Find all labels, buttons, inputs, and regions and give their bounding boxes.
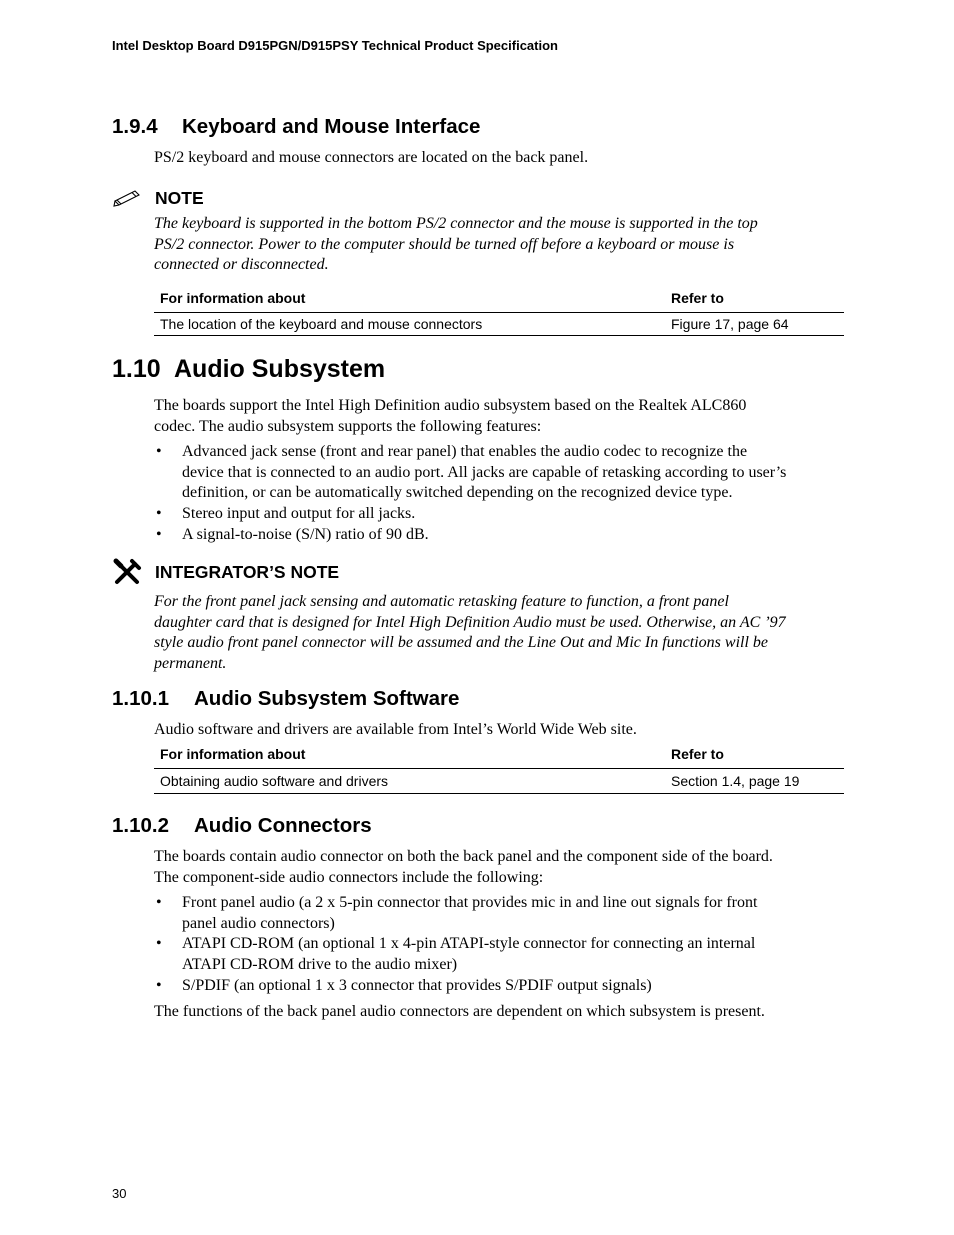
table-header: Refer to [665,290,844,313]
section-body: Audio software and drivers are available from Intel’s World Wide Web site. [154,721,637,738]
section-title: Audio Subsystem Software [194,687,460,710]
list-item-line: • Front panel audio (a 2 x 5-pin connector that provides mic in and line out signals for front [182,894,758,911]
list-item-line: • Advanced jack sense (front and rear panel) that enables the audio codec to recognize the [182,443,748,460]
list-item-line: panel audio connectors) [182,914,335,932]
section-title: Audio Connectors [194,814,372,837]
table-cell: Figure 17, page 64 [665,313,844,336]
list-item-line: ATAPI CD-ROM drive to the audio mixer) [182,956,458,974]
note-title: NOTE [155,188,204,208]
note-line: permanent. [154,655,227,673]
section-intro [154,396,854,437]
list-item-line: • A signal-to-noise (S/N) ratio of 90 dB. [182,525,429,543]
closing-paragraph: The functions of the back panel audio connectors are dependent on which subsystem is present. [154,1003,765,1020]
section-heading-1-9-4 [112,115,480,139]
intro-line: The boards contain audio connector on both the back panel and the component side of the board. [154,848,773,865]
list-item [154,893,854,934]
list-item-line: definition, or can be automatically switched depending on the recognized device type. [182,484,733,502]
note-line: PS/2 connector. Power to the computer should be turned off before a keyboard or mouse is [154,235,735,253]
section-number: 1.9.4 [112,115,158,138]
list-item-line: • Stereo input and output for all jacks. [182,505,416,523]
table-cell: Obtaining audio software and drivers [154,769,665,794]
table-header: Refer to [665,746,844,769]
table-header: For information about [154,290,665,313]
list-item [154,934,854,975]
tools-icon [113,558,143,586]
list-item [154,442,854,504]
table-cell: Section 1.4, page 19 [665,769,844,794]
section-heading-1-10-1 [112,687,459,711]
intro-line: The component-side audio connectors include the following: [154,868,544,886]
section-number: 1.10 [112,355,161,383]
table-header: For information about [154,746,665,769]
list-item [154,976,854,997]
section-heading-1-10-2 [112,814,372,838]
section-intro [154,847,854,888]
integrator-note-title: INTEGRATOR’S NOTE [155,562,340,582]
reference-table [154,746,844,794]
note-line: daughter card that is designed for Intel High Definition Audio must be used. Otherwise, an AC ’97 [154,613,786,631]
section-heading-1-10 [112,355,385,384]
section-title: Audio Subsystem [174,355,386,383]
list-item-line: • S/PDIF (an optional 1 x 3 connector that provides S/PDIF output signals) [182,976,652,994]
intro-line: The boards support the Intel High Definition audio subsystem based on the Realtek ALC860 [154,397,747,414]
connector-list [154,893,854,997]
list-item [154,525,854,546]
list-item [154,504,854,525]
reference-table [154,290,844,336]
table-row [154,313,844,336]
pencil-icon [112,187,142,207]
table-row [154,769,844,794]
section-body: PS/2 keyboard and mouse connectors are located on the back panel. [154,149,589,166]
running-header: Intel Desktop Board D915PGN/D915PSY Technical Product Specification [112,38,558,53]
note-line: The keyboard is supported in the bottom PS/2 connector and the mouse is supported in the top [154,215,758,232]
note-text [154,214,854,276]
feature-list [154,442,854,546]
section-title: Keyboard and Mouse Interface [182,115,481,138]
note-line: For the front panel jack sensing and automatic retasking feature to function, a front panel [154,593,729,610]
note-line: connected or disconnected. [154,256,329,274]
note-line: style audio front panel connector will be assumed and the Line Out and Mic In functions will be [154,634,768,652]
intro-line: codec. The audio subsystem supports the following features: [154,417,542,435]
list-item-line: • ATAPI CD-ROM (an optional 1 x 4-pin ATAPI-style connector for connecting an internal [182,935,756,953]
section-number: 1.10.2 [112,814,169,837]
integrator-note-text [154,592,854,675]
list-item-line: device that is connected to an audio port. All jacks are capable of retasking according to user’s [182,463,787,481]
table-cell: The location of the keyboard and mouse connectors [154,313,665,336]
page-number: 30 [112,1186,127,1201]
section-number: 1.10.1 [112,687,169,710]
